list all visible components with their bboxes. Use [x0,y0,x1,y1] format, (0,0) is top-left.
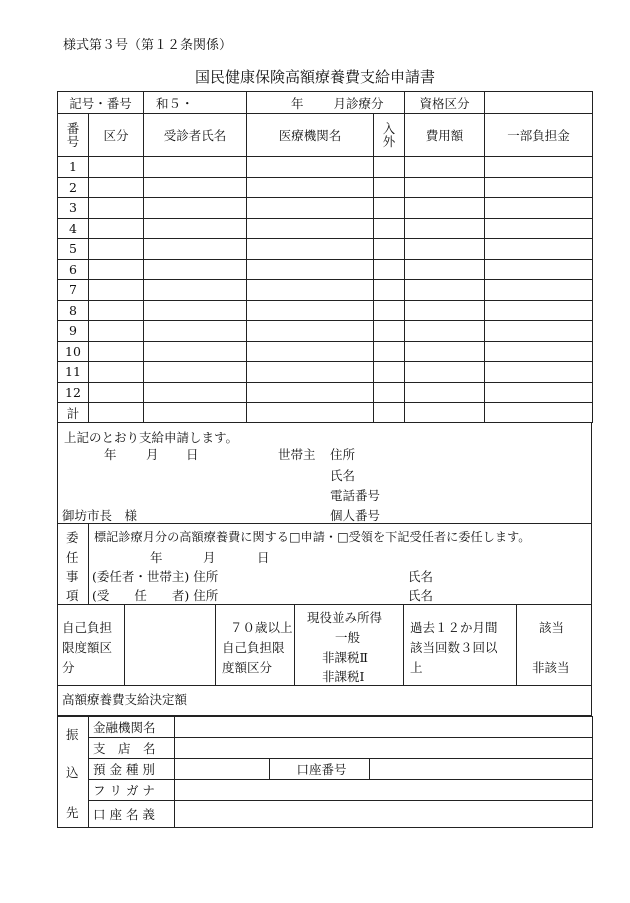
row-number: 9 [58,321,89,342]
col-inout-header: 入 外 [374,114,405,157]
past-label-1: 過去１２か月間 [410,620,498,635]
month-label: 月診療分 [333,95,384,111]
branch-field[interactable] [175,738,593,759]
del-day: 日 [257,550,270,565]
delegator-name-label: 氏名 [408,569,434,584]
row-number: 10 [58,341,89,362]
account-number-field[interactable] [370,759,593,780]
total-kubun[interactable] [89,403,144,423]
bank-vertical-3: 先 [66,805,79,820]
table-row [58,177,593,198]
holder-label: 口 座 名 義 [89,801,175,828]
row-cost[interactable] [405,218,485,239]
row-kubun[interactable] [89,198,144,219]
row-institution[interactable] [247,157,374,178]
row-copay[interactable] [485,362,593,383]
row-patient[interactable] [144,259,247,280]
row-number: 1 [58,157,89,178]
row-kubun[interactable] [89,341,144,362]
row-institution[interactable] [247,300,374,321]
col-cost-header: 費用額 [405,114,485,157]
table-row [58,382,593,403]
row-cost[interactable] [405,177,485,198]
row-copay[interactable] [485,259,593,280]
table-row [58,280,593,301]
row-copay[interactable] [485,218,593,239]
row-copay[interactable] [485,321,593,342]
row-kubun[interactable] [89,218,144,239]
row-patient[interactable] [144,239,247,260]
row-inout[interactable] [374,259,405,280]
form-title: 国民健康保険高額療養費支給申請書 [194,68,435,86]
table-row [58,341,593,362]
row-number: 6 [58,259,89,280]
row-institution[interactable] [247,382,374,403]
row-copay[interactable] [485,198,593,219]
delegatee-label: (受 任 者) 住所 [92,588,219,603]
row-institution[interactable] [247,362,374,383]
row-number: 11 [58,362,89,383]
row-copay[interactable] [485,382,593,403]
name-label: 氏名 [330,468,356,483]
branch-label: 支 店 名 [89,738,175,759]
account-type-label: 預 金 種 別 [89,759,175,780]
row-cost[interactable] [405,300,485,321]
month-cell[interactable] [247,92,405,114]
age-label-2: 自己負担限 [222,640,285,655]
row-institution[interactable] [247,177,374,198]
row-inout[interactable] [374,300,405,321]
row-number: 5 [58,239,89,260]
furigana-field[interactable] [175,780,593,801]
row-number: 12 [58,382,89,403]
row-number: 2 [58,177,89,198]
income-option-1[interactable]: 現役並み所得 [307,610,383,625]
app-month: 月 [146,447,159,462]
row-inout[interactable] [374,218,405,239]
row-number: 8 [58,300,89,321]
row-kubun[interactable] [89,259,144,280]
row-institution[interactable] [247,280,374,301]
row-copay[interactable] [485,341,593,362]
col-copay-header: 一部負担金 [485,114,593,157]
table-row [58,218,593,239]
total-label: 計 [58,403,89,423]
institution-field[interactable] [175,717,593,738]
del-month: 月 [203,550,216,565]
row-copay[interactable] [485,239,593,260]
total-patient[interactable] [144,403,247,423]
row-kubun[interactable] [89,239,144,260]
account-type-field[interactable] [175,759,270,780]
col-no-header: 番 号 [58,114,89,157]
row-patient[interactable] [144,218,247,239]
delegation-vertical-3: 事 [66,569,79,584]
delegation-text: 標記診療月分の高額療養費に関する□申請・□受領を下記受任者に委任します。 [94,530,531,544]
app-day: 日 [186,447,199,462]
col-kubun-header: 区分 [89,114,144,157]
row-institution[interactable] [247,218,374,239]
col-institution-header: 医療機関名 [247,114,374,157]
delegator-label: (委任者・世帯主) 住所 [92,569,219,584]
phone-label: 電話番号 [330,488,381,503]
table-row [58,300,593,321]
row-cost[interactable] [405,362,485,383]
info-row [58,92,593,114]
row-patient[interactable] [144,321,247,342]
total-cost[interactable] [405,403,485,423]
table-row [58,157,593,178]
total-copay[interactable] [485,403,593,423]
row-institution[interactable] [247,321,374,342]
householder-label: 世帯主 [278,447,316,462]
total-inout[interactable] [374,403,405,423]
table-row [58,198,593,219]
row-cost[interactable] [405,382,485,403]
del-year: 年 [150,550,163,565]
table-row [58,239,593,260]
row-inout[interactable] [374,157,405,178]
row-kubun[interactable] [89,157,144,178]
row-institution[interactable] [247,341,374,362]
age-label-3: 度額区分 [222,660,273,675]
row-patient[interactable] [144,177,247,198]
table-row [58,259,593,280]
row-patient[interactable] [144,341,247,362]
address-label: 住所 [330,447,356,462]
app-year: 年 [104,447,117,462]
row-inout[interactable] [374,280,405,301]
application-statement: 上記のとおり支給申請します。 [64,430,239,445]
delegation-vertical-1: 委 [66,530,79,545]
table-row [58,362,593,383]
kigo-value: 和５・ [156,95,194,111]
row-cost[interactable] [405,259,485,280]
bank-table [57,716,593,828]
row-inout[interactable] [374,321,405,342]
not-applicable-option[interactable]: 非該当 [532,660,570,675]
row-copay[interactable] [485,177,593,198]
income-option-4[interactable]: 非課税Ⅰ [322,669,365,684]
row-kubun[interactable] [89,300,144,321]
row-cost[interactable] [405,280,485,301]
income-option-2[interactable]: 一般 [335,630,361,645]
holder-field[interactable] [175,801,593,828]
kigo-label: 記号・番号 [58,92,144,114]
total-row [58,403,593,423]
row-number: 7 [58,280,89,301]
row-copay[interactable] [485,157,593,178]
row-institution[interactable] [247,259,374,280]
table-row [58,321,593,342]
year-label: 年 [291,95,304,111]
bank-vertical-1: 振 [66,727,79,742]
row-patient[interactable] [144,362,247,383]
delegatee-name-label: 氏名 [408,588,434,603]
form-number-label: 様式第３号（第１２条関係） [63,38,233,53]
application-section [57,423,592,524]
row-cost[interactable] [405,198,485,219]
row-patient[interactable] [144,280,247,301]
past-label-3: 上 [410,660,423,675]
row-kubun[interactable] [89,177,144,198]
account-number-label: 口座番号 [270,759,370,780]
row-inout[interactable] [374,198,405,219]
institution-label: 金融機関名 [89,717,175,738]
decision-section [57,686,592,716]
row-cost[interactable] [405,239,485,260]
total-institution[interactable] [247,403,374,423]
limit-label-2: 限度額区 [62,640,113,655]
row-cost[interactable] [405,157,485,178]
shikaku-label: 資格区分 [405,92,485,114]
row-number: 3 [58,198,89,219]
row-patient[interactable] [144,382,247,403]
row-institution[interactable] [247,198,374,219]
row-kubun[interactable] [89,382,144,403]
bank-vertical-cell [58,717,89,828]
row-patient[interactable] [144,300,247,321]
addressee: 御坊市長 様 [62,508,138,523]
row-copay[interactable] [485,300,593,321]
claims-table [57,91,593,423]
delegation-vertical-4: 項 [66,588,79,603]
row-institution[interactable] [247,239,374,260]
personal-number-label: 個人番号 [330,508,381,523]
col-patient-header: 受診者氏名 [144,114,247,157]
header-row [58,114,593,157]
age-label-1: ７０歳以上 [230,620,293,635]
row-number: 4 [58,218,89,239]
row-copay[interactable] [485,280,593,301]
applicable-option[interactable]: 該当 [539,620,565,635]
row-inout[interactable] [374,341,405,362]
furigana-label: フ リ ガ ナ [89,780,175,801]
row-inout[interactable] [374,177,405,198]
row-kubun[interactable] [89,280,144,301]
limits-section [57,605,592,686]
delegation-vertical-2: 任 [66,550,79,565]
past-label-2: 該当回数３回以 [410,640,498,655]
row-cost[interactable] [405,341,485,362]
limit-label-1: 自己負担 [62,620,113,635]
row-cost[interactable] [405,321,485,342]
row-patient[interactable] [144,198,247,219]
limit-label-3: 分 [62,660,75,675]
row-inout[interactable] [374,382,405,403]
bank-vertical-2: 込 [66,765,79,780]
row-inout[interactable] [374,239,405,260]
row-kubun[interactable] [89,321,144,342]
income-option-3[interactable]: 非課税Ⅱ [322,650,368,665]
row-inout[interactable] [374,362,405,383]
row-kubun[interactable] [89,362,144,383]
row-patient[interactable] [144,157,247,178]
kigo-value-cell[interactable] [144,92,247,114]
shikaku-value[interactable] [485,92,593,114]
delegation-section [57,524,592,605]
decision-label: 高額療養費支給決定額 [62,692,188,707]
